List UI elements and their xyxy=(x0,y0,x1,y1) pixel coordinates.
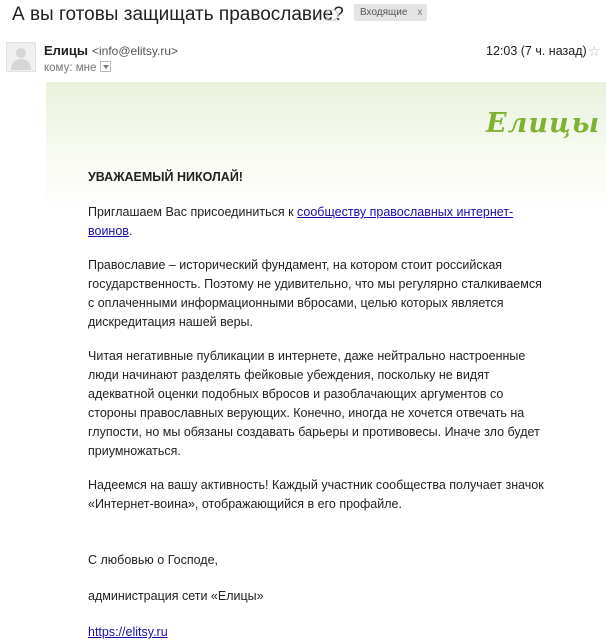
paragraph-activity: Надеемся на вашу активность! Каждый участник сообщества получает значок «Интернет-воина», отображающийся в его профайле. xyxy=(88,478,544,511)
invitation-text: Приглашаем Вас присоединиться к xyxy=(88,205,298,219)
label-tag-icon[interactable] xyxy=(326,9,340,21)
paragraph-publications: Читая негативные публикации в интернете, даже нейтрально настроенные люди начинают разделять фейковые убеждения, поскольку не видят адекватной оценки подобных вбросов и разоблачающих аргументов со стороны православных верующих. Конечно, иногда не хочется отвечать на глупости, но мы обязаны создавать барьеры и противовесы. Иначе зло будет приумножаться. xyxy=(88,349,540,458)
sender-email: <info@elitsy.ru> xyxy=(92,44,178,58)
site-link[interactable]: https://elitsy.ru xyxy=(88,625,168,639)
email-subject: А вы готовы защищать православие? xyxy=(12,4,344,25)
email-body xyxy=(46,82,606,640)
default-avatar-icon xyxy=(7,43,35,71)
subject-bar xyxy=(0,0,606,34)
invitation-end: . xyxy=(128,224,133,238)
message-timestamp: 12:03 (7 ч. назад) xyxy=(486,44,587,58)
invitation-paragraph xyxy=(88,203,548,241)
avatar[interactable] xyxy=(6,42,36,72)
sender-name[interactable]: Елицы xyxy=(44,43,89,58)
signoff-line: С любовью о Господе, xyxy=(88,553,219,567)
star-icon[interactable]: ☆ xyxy=(588,43,601,59)
inbox-label-chip[interactable] xyxy=(354,4,427,21)
recipient-line xyxy=(44,61,111,74)
sender-row xyxy=(0,36,606,80)
details-dropdown-icon[interactable] xyxy=(100,61,111,72)
paragraph-foundation: Православие – исторический фундамент, на котором стоит российская государственность. Поэтому не удивительно, что мы регулярно сталкиваемся с оплаченными информационными вбросами, целью которых является дискредитация нашей веры. xyxy=(88,258,542,329)
recipient-text: кому: мне xyxy=(44,62,97,74)
inbox-label-text: Входящие xyxy=(360,7,408,18)
remove-label-button[interactable]: x xyxy=(417,7,423,18)
community-link[interactable]: сообществу православных интернет-воинов xyxy=(88,205,514,238)
brand-logo: Елицы xyxy=(486,108,601,139)
email-content xyxy=(88,168,548,640)
signature-line: администрация сети «Елицы» xyxy=(88,589,264,603)
greeting: УВАЖАЕМЫЙ НИКОЛАЙ! xyxy=(88,170,243,184)
